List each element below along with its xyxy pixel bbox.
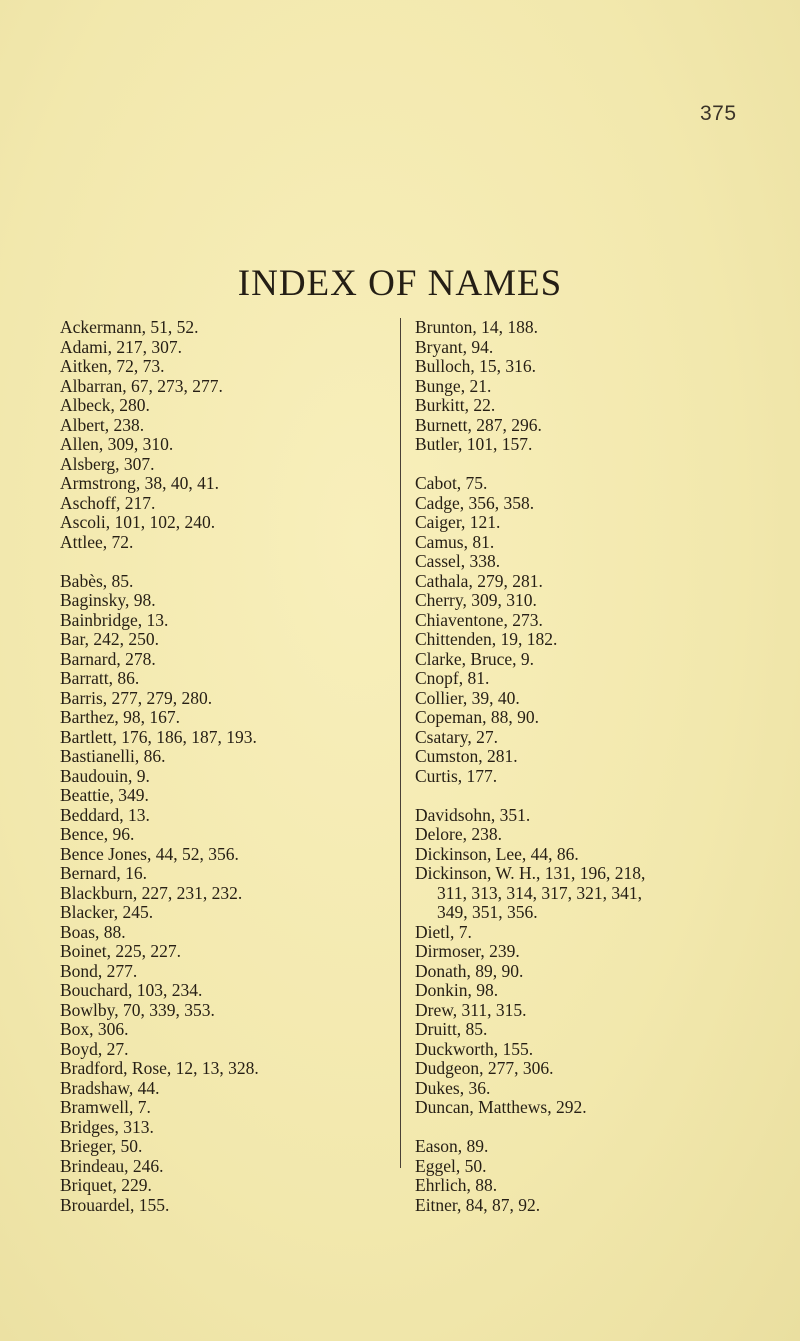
index-entry: Bar, 242, 250. [60,629,159,649]
index-entry: Caiger, 121. [415,512,501,532]
page-title: INDEX OF NAMES [237,263,563,304]
index-entry: Burkitt, 22. [415,395,496,415]
index-entry: Bradshaw, 44. [60,1077,160,1098]
index-entry: Box, 306. [60,1019,129,1039]
index-entry: Allen, 309, 310. [60,434,174,454]
index-entry: Cadge, 356, 358. [415,492,535,513]
index-entry: Brindeau, 246. [60,1155,164,1176]
index-entry: Albarran, 67, 273, 277. [60,375,223,396]
index-entry: Bence, 96. [60,824,135,844]
index-entry: Bouchard, 103, 234. [60,980,203,1000]
index-entry: Chiaventone, 273. [415,609,543,630]
index-column-left [60,318,380,1215]
index-entry: Beattie, 349. [60,785,149,805]
index-entry: Boinet, 225, 227. [60,941,182,961]
index-entry: Briquet, 229. [60,1175,152,1195]
index-group-e [415,1137,795,1215]
index-entry: Bulloch, 15, 316. [415,356,537,376]
index-entry: Chittenden, 19, 182. [415,629,558,649]
index-entry: Armstrong, 38, 40, 41. [60,473,219,493]
index-entry: Brieger, 50. [60,1136,143,1156]
index-entry: Curtis, 177. [415,765,498,786]
group-spacer [415,455,795,475]
index-entry: Boas, 88. [60,921,126,942]
index-entry: Cathala, 279, 281. [415,570,543,591]
index-group-b-right [415,318,795,455]
index-entry: Davidsohn, 351. [415,804,531,825]
index-entry: Eggel, 50. [415,1155,487,1176]
index-entry: Dickinson, W. H., 131, 196, 218, [415,863,646,883]
index-entry: Donkin, 98. [415,980,499,1000]
index-entry: Brouardel, 155. [60,1194,170,1215]
index-entry: Butler, 101, 157. [415,434,533,454]
index-entry: Camus, 81. [415,531,495,552]
index-entry: Bramwell, 7. [60,1097,151,1117]
index-entry: Alsberg, 307. [60,453,155,474]
index-entry-continuation: 349, 351, 356. [437,902,538,922]
index-entry: Burnett, 287, 296. [415,414,542,435]
index-entry: Dickinson, Lee, 44, 86. [415,843,579,864]
index-entry: Dukes, 36. [415,1077,491,1098]
index-entry: Bastianelli, 86. [60,746,166,766]
index-entry: Donath, 89, 90. [415,960,524,981]
index-entry: Bartlett, 176, 186, 187, 193. [60,726,257,747]
index-entry: Dirmoser, 239. [415,941,520,961]
index-entry: Druitt, 85. [415,1019,488,1039]
index-entry: Barthez, 98, 167. [60,707,181,727]
index-entry: Eason, 89. [415,1136,489,1156]
group-spacer [415,786,795,806]
index-entry: Barnard, 278. [60,648,156,669]
index-entry: Ascoli, 101, 102, 240. [60,512,216,532]
index-group-c [415,474,795,786]
index-entry: Bridges, 313. [60,1116,154,1137]
group-spacer [60,552,380,572]
index-entry: Aitken, 72, 73. [60,356,165,376]
index-entry: Blacker, 245. [60,902,154,922]
index-entry: Bernard, 16. [60,863,147,883]
index-entry: Bence Jones, 44, 52, 356. [60,843,239,864]
index-entry: Dudgeon, 277, 306. [415,1058,554,1078]
index-entry: Baudouin, 9. [60,765,150,786]
index-entry: Cnopf, 81. [415,668,490,688]
index-entry: Cassel, 338. [415,551,501,571]
index-entry: Bond, 277. [60,960,138,981]
index-entry: Duncan, Matthews, 292. [415,1097,587,1117]
index-entry: Copeman, 88, 90. [415,707,539,727]
index-group-d [415,806,795,1118]
index-entry: Eitner, 84, 87, 92. [415,1194,541,1215]
index-entry: Ackermann, 51, 52. [60,317,199,337]
index-entry: Beddard, 13. [60,804,150,825]
index-entry: Albert, 238. [60,414,145,435]
index-entry: Bradford, Rose, 12, 13, 328. [60,1058,259,1078]
index-entry: Bainbridge, 13. [60,609,169,630]
index-entry: Babès, 85. [60,570,134,591]
index-entry-continuation: 311, 313, 314, 317, 321, 341, [437,882,642,903]
index-entry: Duckworth, 155. [415,1038,534,1059]
index-entry: Ehrlich, 88. [415,1175,498,1195]
page-number: 375 [700,102,737,125]
index-entry: Clarke, Bruce, 9. [415,648,535,669]
index-group-b-left [60,572,380,1216]
group-spacer [415,1118,795,1138]
index-entry: Bowlby, 70, 339, 353. [60,999,215,1020]
index-entry: Aschoff, 217. [60,492,156,513]
index-entry: Barris, 277, 279, 280. [60,687,213,708]
index-entry: Dietl, 7. [415,921,472,942]
index-group-a [60,318,380,552]
index-entry: Drew, 311, 315. [415,999,527,1020]
index-entry: Delore, 238. [415,824,502,844]
index-entry: Cumston, 281. [415,746,518,766]
index-entry: Boyd, 27. [60,1038,129,1059]
index-entry: Albeck, 280. [60,395,150,415]
index-entry: Adami, 217, 307. [60,336,183,357]
index-entry: Brunton, 14, 188. [415,317,538,337]
index-entry: Blackburn, 227, 231, 232. [60,882,243,903]
index-entry: Collier, 39, 40. [415,687,520,708]
index-entry: Bryant, 94. [415,336,494,357]
index-entry: Baginsky, 98. [60,590,156,610]
index-entry: Barratt, 86. [60,668,140,688]
index-entry: Cabot, 75. [415,473,488,493]
index-entry: Csatary, 27. [415,726,498,747]
index-entry: Bunge, 21. [415,375,492,396]
index-column-right [400,317,795,1215]
index-entry: Cherry, 309, 310. [415,590,537,610]
index-entry: Attlee, 72. [60,531,134,552]
